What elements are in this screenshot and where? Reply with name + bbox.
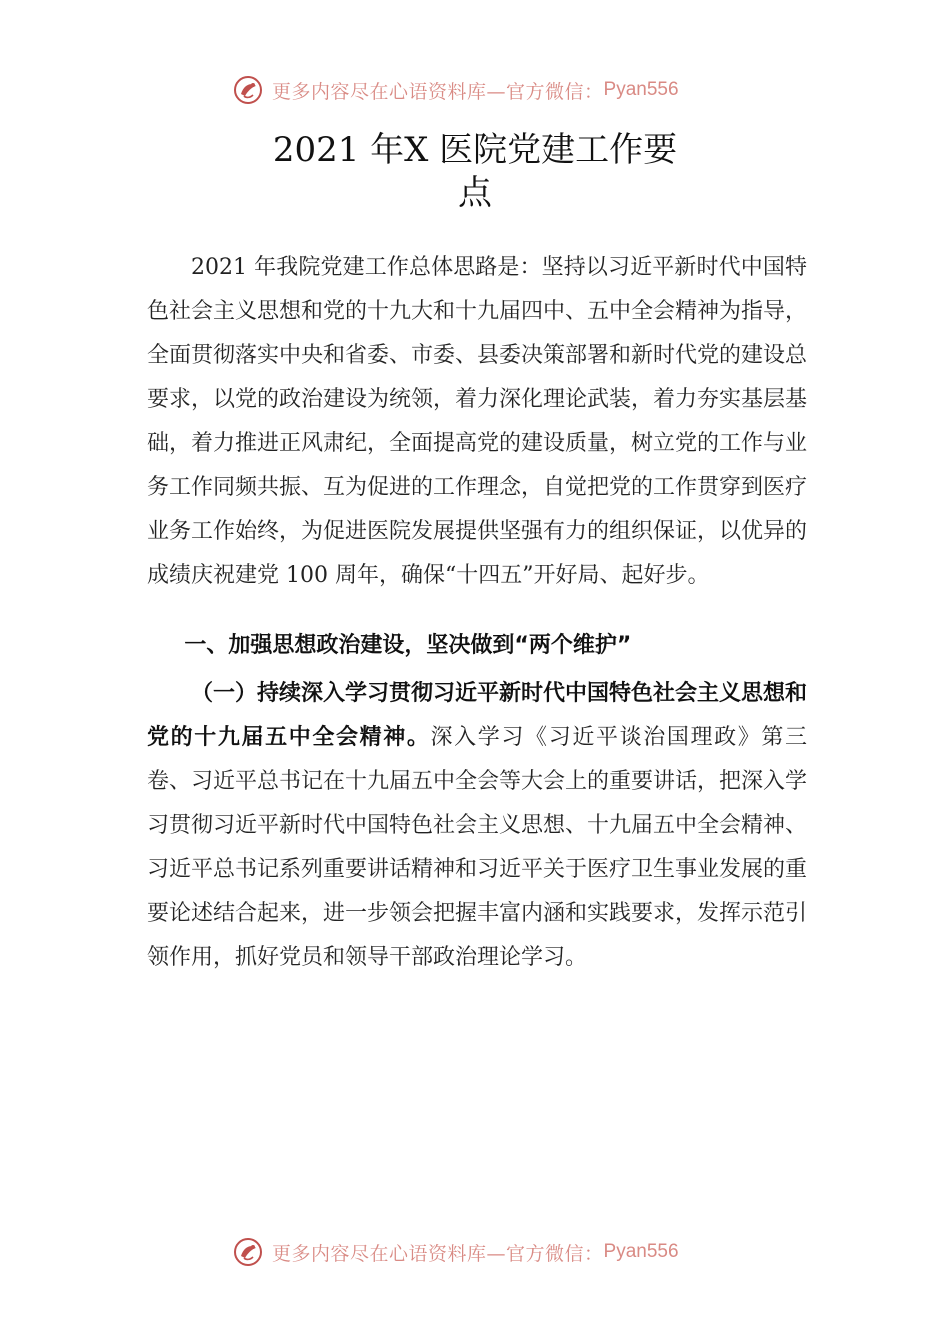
- section-heading: 一、加强思想政治建设，坚决做到“两个维护”: [184, 633, 632, 658]
- subsection-paragraph: [147, 672, 807, 980]
- footer-watermark: [232, 1234, 732, 1270]
- watermark-text: 更多内容尽在心语资料库—官方微信：: [272, 1242, 604, 1265]
- document-body: [147, 246, 807, 980]
- flower-logo-icon: [232, 74, 264, 106]
- intro-paragraph: 2021 年我院党建工作总体思路是：坚持以习近平新时代中国特色社会主义思想和党的十九大和十九届四中、五中全会精神为指导，全面贯彻落实中央和省委、市委、县委决策部署和新时代党的建设总要求，以党的政治建设为统领，着力深化理论武装，着力夯实基层基础，着力推进正风肃纪，全面提高党的建设质量，树立党的工作与业务工作同频共振、互为促进的工作理念，自觉把党的工作贯穿到医疗业务工作始终，为促进医院发展提供坚强有力的组织保证，以优异的成绩庆祝建党 100 周年，确保“十四五”开好局、起好步。: [147, 255, 808, 588]
- document-title-line1: 2021 年X 医院党建工作要: [272, 130, 678, 170]
- watermark-text: 更多内容尽在心语资料库—官方微信：: [272, 80, 604, 103]
- document-title-line2: 点: [458, 173, 492, 213]
- subsection-text: 深入学习《习近平谈治国理政》第三卷、习近平总书记在十九届五中全会等大会上的重要讲话，把深入学习贯彻习近平新时代中国特色社会主义思想、十九届五中全会精神、习近平总书记系列重要讲话精神和习近平关于医疗卫生事业发展的重要论述结合起来，进一步领会把握丰富内涵和实践要求，发挥示范引领作用，抓好党员和领导干部政治理论学习。: [147, 725, 808, 970]
- subsection-heading: （一）持续深入学习贯彻习近平新时代中国特色社会主义思想和党的十九届五中全会精神。: [147, 681, 808, 750]
- header-watermark: [232, 72, 732, 108]
- watermark-wechat-id: Pyan556: [603, 1241, 679, 1262]
- watermark-wechat-id: Pyan556: [603, 79, 679, 100]
- flower-logo-icon: [232, 1236, 264, 1268]
